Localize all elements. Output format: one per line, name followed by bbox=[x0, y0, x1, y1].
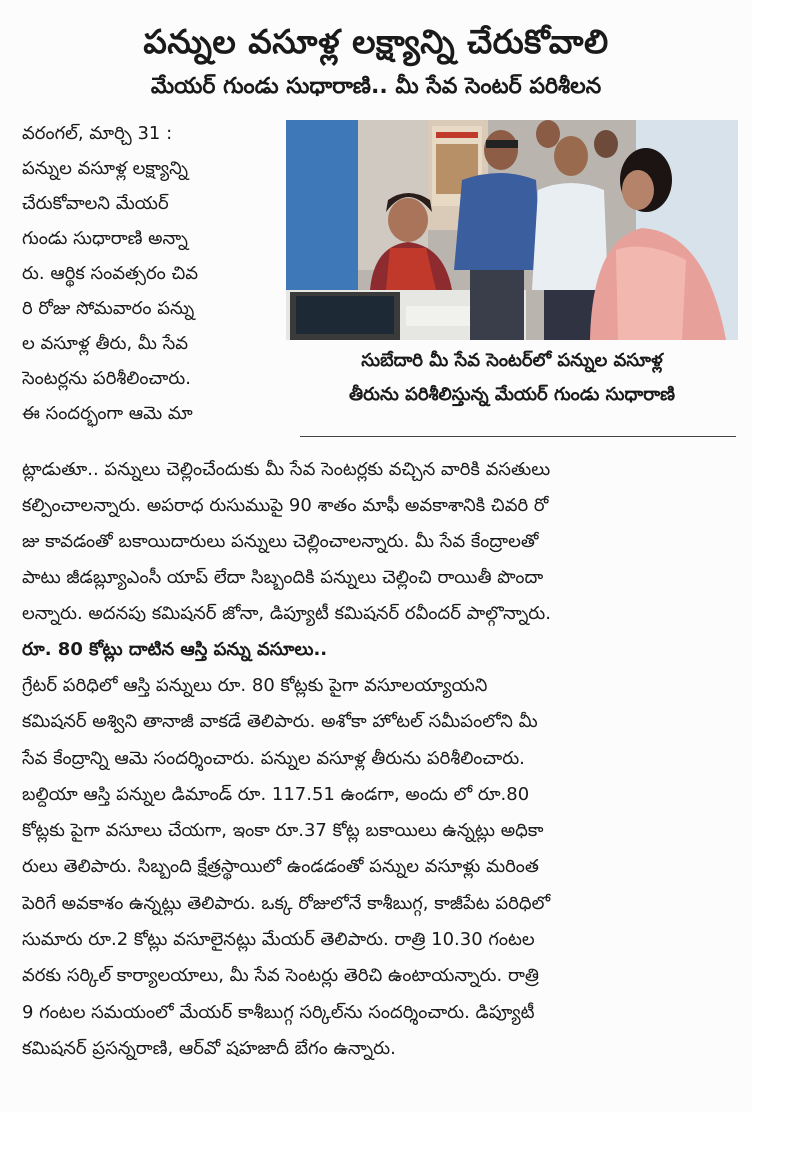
body-line: వరకు సర్కిల్ కార్యాలయాలు, మీ సేవ సెంటర్లు తెరిచి ఉంటాయన్నారు. రాత్రి bbox=[22, 965, 539, 987]
body-line: కమిషనర్ అశ్విని తానాజీ వాకడే తెలిపారు. అశోకా హోటల్ సమీపంలోని మీ bbox=[22, 711, 538, 733]
body-line: కమిషనర్ ప్రసన్నరాణి, ఆర్‌వో షహజాదీ బేగం ఉన్నారు. bbox=[22, 1037, 396, 1059]
body-line: పాటు జీడబ్ల్యూఎంసీ యాప్ లేదా సిబ్బందికి పన్నులు చెల్లించి రాయితీ పొందా bbox=[22, 567, 544, 588]
photo-caption bbox=[286, 344, 738, 412]
body-line: లన్నారు. అదనపు కమిషనర్ జోనా, డిప్యూటీ కమిషనర్ రవీందర్ పాల్గొన్నారు. bbox=[22, 603, 551, 624]
news-photo bbox=[286, 120, 738, 340]
intro-line: చేరుకోవాలని మేయర్ bbox=[22, 193, 169, 214]
intro-line: ఈ సందర్భంగా ఆమె మా bbox=[22, 403, 193, 424]
body-line: పెరిగే అవకాశం ఉన్నట్లు తెలిపారు. ఒక్క రోజులోనే కాశీబుగ్గ, కాజీపేట పరిధిలో bbox=[22, 892, 551, 914]
body-line: గ్రేటర్ పరిధిలో ఆస్తి పన్నులు రూ. 80 కోట్లకు పైగా వసూలయ్యాయని bbox=[22, 675, 488, 696]
body-line: కల్పించాలన్నారు. అపరాధ రుసుముపై 90 శాతం మాఫీ అవకాశానికి చివరి రో bbox=[22, 495, 549, 516]
intro-line: వరంగల్, మార్చి 31 : bbox=[22, 123, 173, 144]
body-paragraph-2 bbox=[22, 668, 738, 1067]
body-line: జు కావడంతో బకాయిదారులు పన్నులు చెల్లించాలన్నారు. మీ సేవ కేంద్రాలతో bbox=[22, 531, 539, 552]
intro-line: గుండు సుధారాణి అన్నా bbox=[22, 228, 188, 249]
body-line: రులు తెలిపారు. సిబ్బంది క్షేత్రస్థాయిలో ఉండడంతో పన్నుల వసూళ్లు మరింత bbox=[22, 856, 539, 878]
body-line: 9 గంటల సమయంలో మేయర్ కాశీబుగ్గ సర్కిల్‌ను సందర్శించారు. డిప్యూటీ bbox=[22, 1001, 535, 1023]
intro-line: రు. ఆర్థిక సంవత్సరం చివ bbox=[22, 263, 199, 284]
body-line: సేవ కేంద్రాన్ని ఆమె సందర్శించారు. పన్నుల వసూళ్ల తీరును పరిశీలించారు. bbox=[22, 747, 525, 769]
subheadline: మేయర్ గుండు సుధారాణి.. మీ సేవ సెంటర్ పరిశీలన bbox=[150, 74, 602, 99]
body-paragraph-1 bbox=[22, 452, 738, 668]
body-line: బల్దియా ఆస్తి పన్నుల డిమాండ్ రూ. 117.51 ఉండగా, అందు లో రూ.80 bbox=[22, 783, 530, 805]
caption-line: సుబేదారి మీ సేవ సెంటర్‌లో పన్నుల వసూళ్ల bbox=[361, 350, 663, 371]
section-subheading: రూ. 80 కోట్లు దాటిన ఆస్తి పన్ను వసూలు.. bbox=[22, 639, 328, 660]
intro-line: సెంటర్లను పరిశీలించారు. bbox=[22, 368, 191, 389]
body-line: సుమారు రూ.2 కోట్లు వసూలైనట్లు మేయర్ తెలిపారు. రాత్రి 10.30 గంటల bbox=[22, 929, 535, 951]
caption-line: తీరును పరిశీలిస్తున్న మేయర్ గుండు సుధారాణి bbox=[349, 384, 675, 405]
intro-line: ల వసూళ్ల తీరు, మీ సేవ bbox=[22, 333, 189, 354]
body-line: ట్లాడుతూ.. పన్నులు చెల్లించేందుకు మీ సేవ సెంటర్లకు వచ్చిన వారికి వసతులు bbox=[22, 459, 551, 480]
caption-divider bbox=[300, 436, 736, 437]
body-line: కోట్లకు పైగా వసూలు చేయగా, ఇంకా రూ.37 కోట్ల బకాయిలు ఉన్నట్లు అధికా bbox=[22, 820, 544, 842]
headline: పన్నుల వసూళ్ల లక్ష్యాన్ని చేరుకోవాలి bbox=[143, 22, 609, 61]
intro-line: రి రోజు సోమవారం పన్ను bbox=[22, 298, 195, 319]
intro-column bbox=[22, 116, 278, 431]
intro-line: పన్నుల వసూళ్ల లక్ష్యాన్ని bbox=[22, 158, 188, 179]
photo-illustration bbox=[286, 120, 738, 340]
